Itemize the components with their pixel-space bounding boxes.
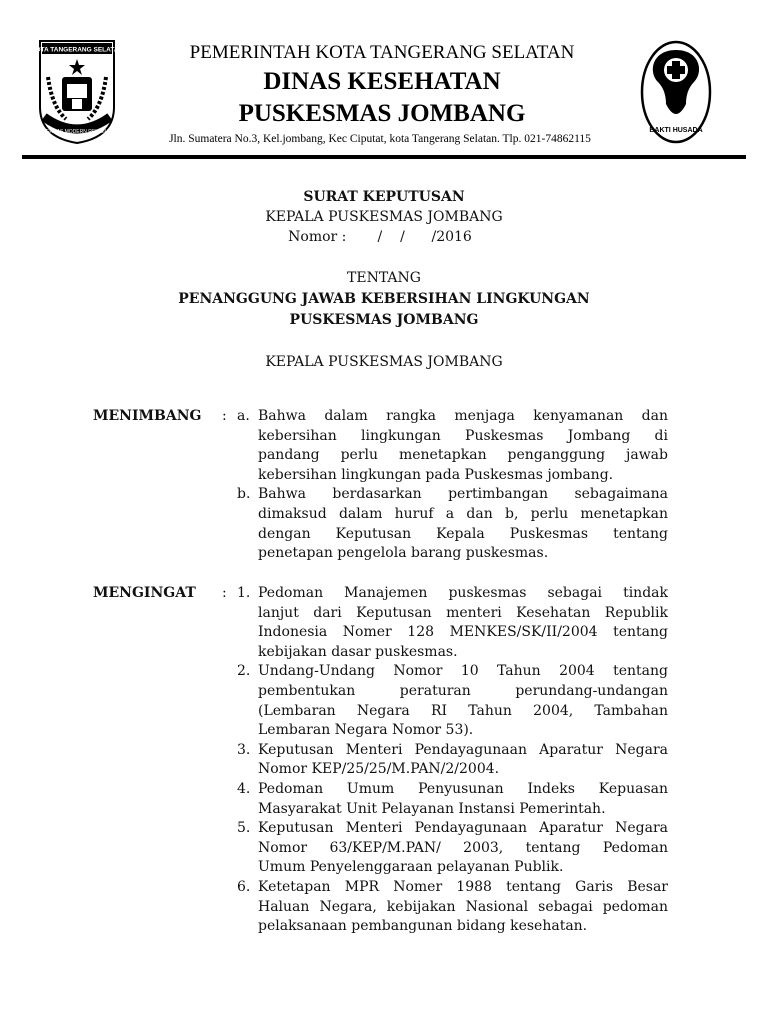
document-heading: SURAT KEPUTUSAN: [303, 189, 465, 205]
item-text-line: pembentukan peraturan perundang-undangan: [258, 683, 668, 699]
section-label: MENIMBANG: [93, 408, 202, 424]
item-number: 1.: [237, 585, 251, 601]
item-text-line: penetapan pengelola barang puskesmas.: [258, 545, 549, 562]
item-text-line: kebersihan lingkungan pada Puskesmas jombang.: [258, 466, 614, 483]
item-number: 2.: [237, 663, 251, 680]
item-text-line: Ketetapan MPR Nomer 1988 tentang Garis Besar: [258, 879, 668, 895]
address: Jln. Sumatera No.3, Kel.jombang, Kec Ciputat, kota Tangerang Selatan. Tlp. 021-74862115: [169, 133, 591, 145]
facility-name: PUSKESMAS JOMBANG: [238, 100, 526, 127]
svg-text:KOTA TANGERANG SELATAN: KOTA TANGERANG SELATAN: [30, 46, 124, 54]
bakti-husada-logo-icon: [640, 40, 712, 145]
document-number: Nomor : / / /2016: [288, 229, 472, 245]
item-text-line: dimaksud dalam huruf a dan b, perlu menetapkan: [258, 506, 668, 522]
item-text-line: Bahwa berdasarkan pertimbangan sebagaimana: [258, 486, 668, 503]
letterhead-divider: [22, 155, 746, 159]
subject-line-1: PENANGGUNG JAWAB KEBERSIHAN LINGKUNGAN: [178, 291, 590, 307]
document-subheading: KEPALA PUSKESMAS JOMBANG: [265, 209, 503, 225]
item-text-line: lanjut dari Keputusan menteri Kesehatan Republik: [258, 604, 668, 621]
item-text-line: Bahwa dalam rangka menjaga kenyamanan dan: [258, 408, 668, 424]
item-text-line: pandang perlu menetapkan penganggung jawab: [258, 447, 668, 464]
section-label: MENGINGAT: [93, 585, 196, 601]
item-text-line: dengan Keputusan Kepala Puskesmas tentang: [258, 525, 668, 542]
item-text-line: Keputusan Menteri Pendayagunaan Aparatur Negara: [258, 741, 668, 758]
item-number: b.: [237, 486, 251, 503]
subject-line-2: PUSKESMAS JOMBANG: [289, 312, 479, 328]
government-name: PEMERINTAH KOTA TANGERANG SELATAN: [189, 42, 575, 63]
section-colon: :: [222, 408, 227, 424]
tentang-label: TENTANG: [347, 270, 421, 286]
item-number: 5.: [237, 820, 251, 837]
item-text-line: (Lembaran Negara RI Tahun 2004, Tambahan: [258, 702, 668, 719]
item-text-line: Pedoman Manajemen puskesmas sebagai tindak: [258, 585, 668, 601]
svg-text:CERDAS MODERN RELIGIUS: CERDAS MODERN RELIGIUS: [42, 129, 112, 135]
item-text-line: Lembaran Negara Nomor 53).: [258, 722, 474, 739]
item-text-line: Nomor 63/KEP/M.PAN/ 2003, tentang Pedoman: [258, 839, 668, 856]
item-text-line: Undang-Undang Nomor 10 Tahun 2004 tentang: [258, 663, 668, 680]
item-number: 3.: [237, 741, 251, 758]
item-number: a.: [237, 408, 250, 424]
item-number: 6.: [237, 879, 251, 895]
item-text-line: Haluan Negara, kebijakan Nasional sebagai pedoman: [258, 898, 668, 915]
svg-text:BAKTI HUSADA: BAKTI HUSADA: [649, 127, 703, 134]
item-text-line: Indonesia Nomer 128 MENKES/SK/II/2004 tentang: [258, 624, 668, 641]
item-text-line: Umum Penyelenggaraan pelayanan Publik.: [258, 859, 564, 876]
item-text-line: kebersihan lingkungan Puskesmas Jombang di: [258, 427, 668, 444]
section-colon: :: [222, 585, 227, 601]
item-number: 4.: [237, 781, 251, 797]
item-text-line: Nomor KEP/25/25/M.PAN/2/2004.: [258, 761, 500, 778]
item-text-line: Pedoman Umum Penyusunan Indeks Kepuasan: [258, 781, 668, 797]
item-text-line: kebijakan dasar puskesmas.: [258, 643, 458, 660]
item-text-line: pelaksanaan pembangunan bidang kesehatan.: [258, 918, 588, 935]
item-text-line: Masyarakat Unit Pelayanan Instansi Pemerintah.: [258, 800, 606, 817]
issuer: KEPALA PUSKESMAS JOMBANG: [265, 354, 503, 370]
item-text-line: Keputusan Menteri Pendayagunaan Aparatur Negara: [258, 820, 668, 837]
agency-name: DINAS KESEHATAN: [263, 68, 501, 95]
